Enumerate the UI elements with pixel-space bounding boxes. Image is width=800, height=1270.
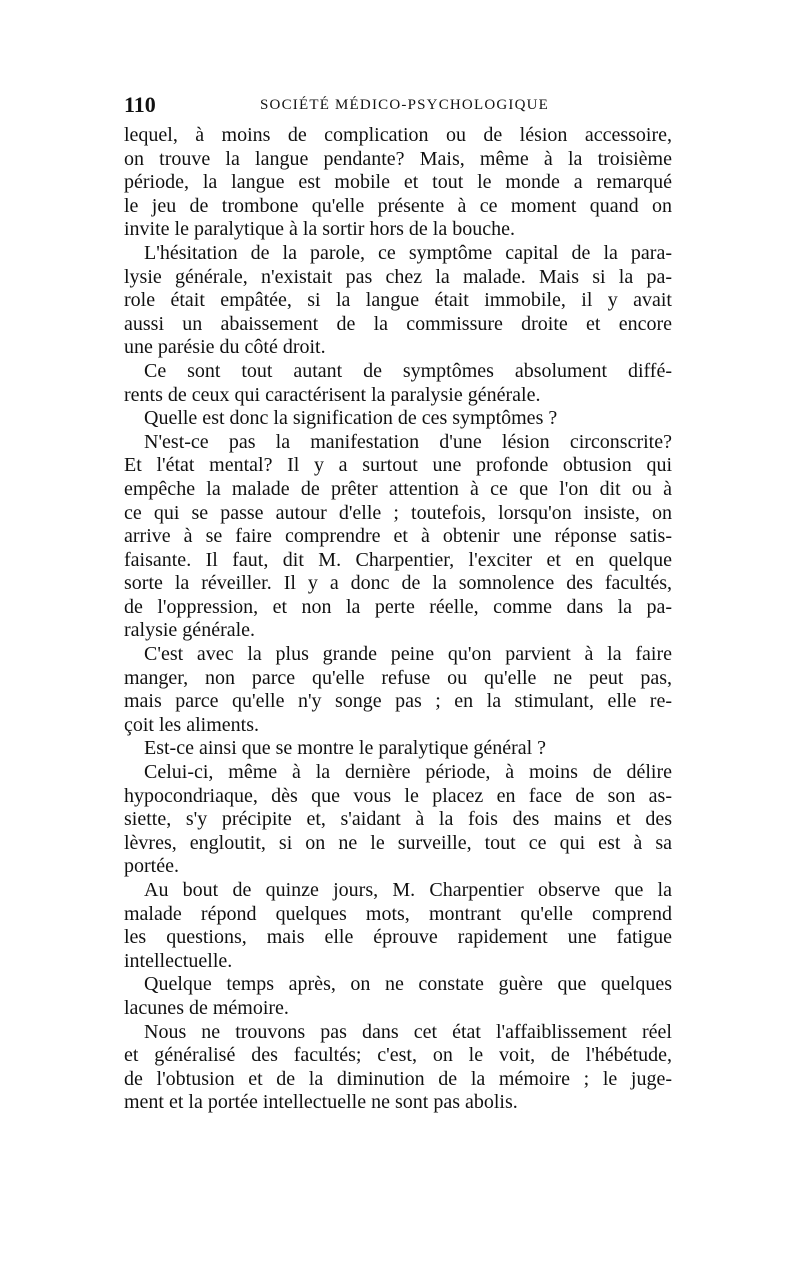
text-line: Au bout de quinze jours, M. Charpentier observe que la — [144, 879, 672, 901]
text-line: rents de ceux qui caractérisent la paralysie générale. — [124, 383, 541, 406]
text-line: çoit les aliments. — [124, 713, 259, 736]
text-line: de l'oppression, et non la perte réelle, comme dans la pa- — [124, 595, 672, 618]
text-line: lèvres, engloutit, si on ne le surveille, tout ce qui est à sa — [124, 831, 672, 854]
body-text — [124, 124, 672, 1115]
text-line: on trouve la langue pendante? Mais, même à la troisième — [124, 147, 672, 170]
text-line: ce qui se passe autour d'elle ; toutefois, lorsqu'on insiste, on — [124, 501, 672, 524]
text-line: mais parce qu'elle n'y songe pas ; en la stimulant, elle re- — [124, 690, 672, 713]
text-line: L'hésitation de la parole, ce symptôme capital de la para- — [144, 241, 672, 264]
text-line: lacunes de mémoire. — [124, 996, 289, 1019]
text-line: aussi un abaissement de la commissure droite et encore — [124, 312, 672, 335]
text-line: ralysie générale. — [124, 619, 256, 642]
text-line: le jeu de trombone qu'elle présente à ce moment quand on — [124, 194, 672, 217]
text-line: siette, s'y précipite et, s'aidant à la fois des mains et des — [124, 808, 672, 831]
page-number: 110 — [124, 92, 156, 117]
text-line: N'est-ce pas la manifestation d'une lésion circonscrite? — [144, 430, 672, 453]
text-line: de l'obtusion et de la diminution de la mémoire ; le juge- — [124, 1067, 672, 1090]
text-line: empêche la malade de prêter attention à ce que l'on dit ou à — [124, 477, 672, 500]
text-line: intellectuelle. — [124, 949, 233, 972]
text-line: Quelque temps après, on ne constate guère que quelques — [144, 973, 672, 996]
text-line: Ce sont tout autant de symptômes absolument diffé- — [144, 359, 672, 382]
text-line: faisante. Il faut, dit M. Charpentier, l'exciter et en quelque — [124, 548, 672, 571]
text-line: Est-ce ainsi que se montre le paralytique général ? — [144, 737, 547, 760]
text-line: une parésie du côté droit. — [124, 336, 326, 359]
text-line: hypocondriaque, dès que vous le placez en face de son as- — [124, 784, 672, 807]
text-line: lequel, à moins de complication ou de lésion accessoire, — [124, 124, 672, 146]
text-line: Nous ne trouvons pas dans cet état l'affaiblissement réel — [144, 1020, 672, 1043]
text-line: manger, non parce qu'elle refuse ou qu'elle ne peut pas, — [124, 666, 672, 689]
text-line: et généralisé des facultés; c'est, on le voit, de l'hébétude, — [124, 1044, 672, 1067]
text-line: ment et la portée intellectuelle ne sont pas abolis. — [124, 1091, 518, 1114]
text-line: role était empâtée, si la langue était immobile, il y avait — [124, 289, 672, 312]
text-line: Et l'état mental? Il y a surtout une profonde obtusion qui — [124, 454, 672, 477]
journal-title: SOCIÉTÉ MÉDICO-PSYCHOLOGIQUE — [260, 97, 550, 113]
text-line: arrive à se faire comprendre et à obtenir une réponse satis- — [124, 525, 672, 548]
text-line: malade répond quelques mots, montrant qu'elle comprend — [124, 902, 672, 925]
text-line: période, la langue est mobile et tout le monde a remarqué — [124, 171, 672, 194]
text-line: C'est avec la plus grande peine qu'on parvient à la faire — [144, 643, 672, 666]
text-line: les questions, mais elle éprouve rapidement une fatigue — [124, 926, 672, 949]
text-line: invite le paralytique à la sortir hors de la bouche. — [124, 218, 515, 241]
text-line: Celui-ci, même à la dernière période, à moins de délire — [144, 761, 672, 784]
text-line: Quelle est donc la signification de ces symptômes ? — [144, 407, 558, 430]
running-head — [124, 92, 672, 118]
text-line: sorte la réveiller. Il y a donc de la somnolence des facultés, — [124, 572, 672, 595]
text-line: portée. — [124, 855, 179, 878]
text-line: lysie générale, n'existait pas chez la malade. Mais si la pa- — [124, 265, 672, 288]
